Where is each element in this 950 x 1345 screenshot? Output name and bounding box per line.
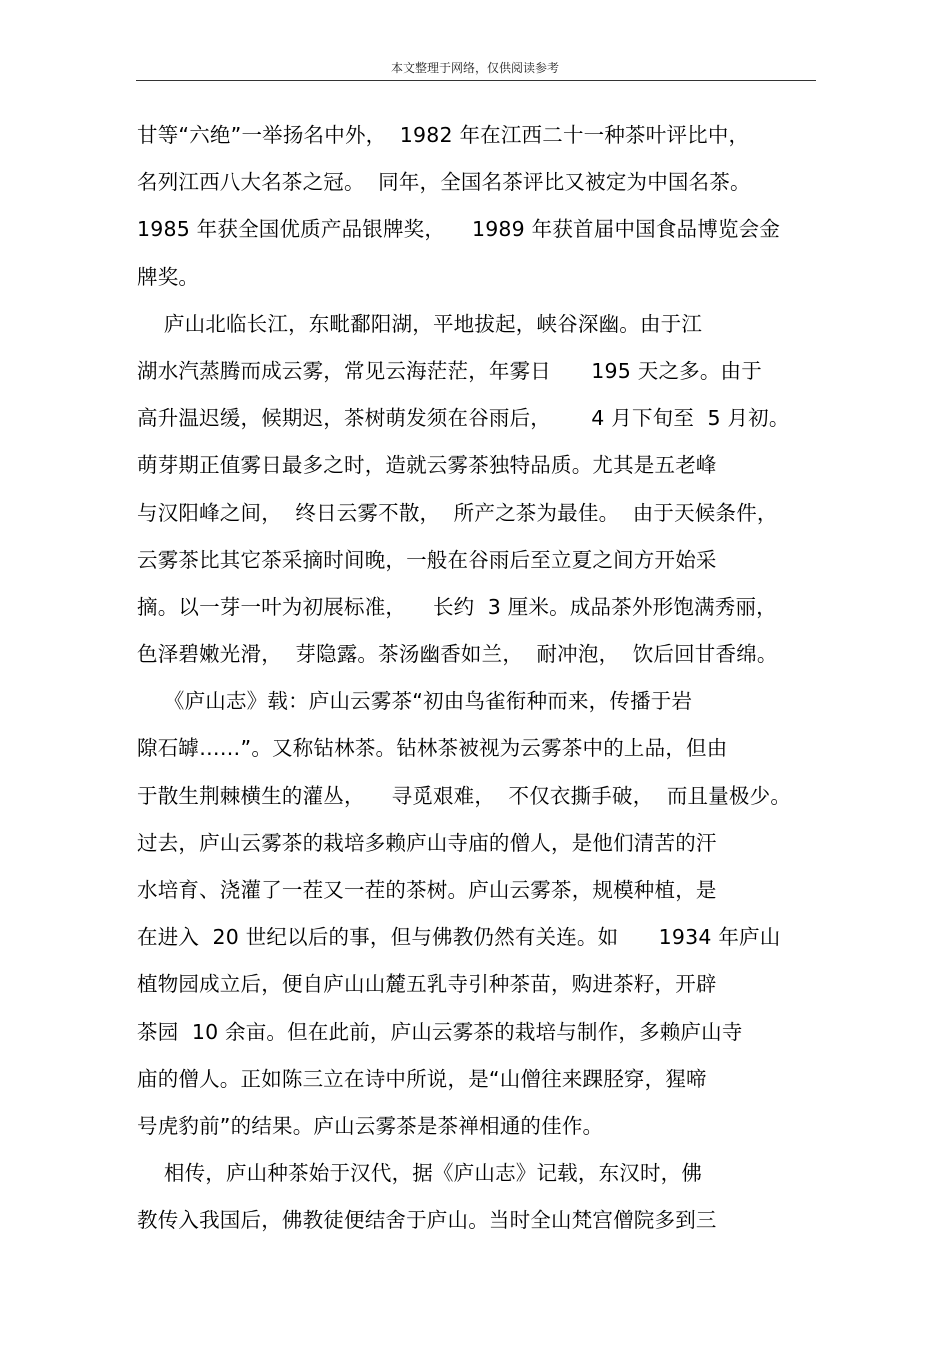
text-line: 甘等“六绝”一举扬名中外， 1982 年在江西二十一种茶叶评比中，	[137, 123, 750, 147]
text-line: 摘。以一芽一叶为初展标准， 长约 3 厘米。成品茶外形饱满秀丽，	[137, 594, 777, 619]
text-line: 过去，庐山云雾茶的栽培多赖庐山寺庙的僧人，是他们清苦的汗	[137, 830, 717, 855]
text-line: 色泽碧嫩光滑， 芽隐露。茶汤幽香如兰， 耐冲泡， 饮后回甘香绵。	[137, 642, 778, 667]
text-line: 云雾茶比其它茶采摘时间晚，一般在谷雨后至立夏之间方开始采	[137, 547, 717, 572]
text-line: 隙石罅……”。又称钻林茶。钻林茶被视为云雾茶中的上品，但由	[137, 736, 728, 761]
text-line: 相传，庐山种茶始于汉代，据《庐山志》记载，东汉时，佛	[137, 1161, 703, 1186]
text-line: 萌芽期正值雾日最多之时，造就云雾茶独特品质。尤其是五老峰	[137, 453, 717, 478]
text-line: 植物园成立后，便自庐山山麓五乳寺引种茶苗，购进茶籽，开辟	[137, 972, 717, 997]
text-line: 号虎豹前”的结果。庐山云雾茶是茶禅相通的佳作。	[137, 1113, 604, 1138]
page-header: 本文整理于网络，仅供阅读参考	[390, 61, 559, 75]
text-line: 水培育、浇灌了一茬又一茬的茶树。庐山云雾茶，规模种植，是	[137, 878, 717, 902]
text-line: 高升温迟缓，候期迟，茶树萌发须在谷雨后， 4 月下旬至 5 月初。	[137, 406, 790, 431]
text-line: 教传入我国后，佛教徒便结舍于庐山。当时全山梵宫僧院多到三	[137, 1208, 717, 1233]
text-line: 名列江西八大名茶之冠。 同年，全国名茶评比又被定为中国名茶。	[137, 170, 751, 195]
text-line: 湖水汽蒸腾而成云雾，常见云海茫茫，年雾日 195 天之多。由于	[137, 358, 762, 383]
text-line: 在进入 20 世纪以后的事，但与佛教仍然有关连。如 1934 年庐山	[137, 925, 781, 950]
text-line: 牌奖。	[137, 264, 200, 289]
text-line: 于散生荆棘横生的灌丛， 寻觅艰难， 不仅衣撕手破， 而且量极少。	[137, 783, 792, 808]
header-divider	[136, 80, 816, 81]
text-line: 庙的僧人。正如陈三立在诗中所说，是“山僧往来踝胫穿，猩啼	[137, 1066, 707, 1091]
text-line: 庐山北临长江，东毗鄱阳湖，平地拔起，峡谷深幽。由于江	[137, 311, 703, 336]
text-line: 1985 年获全国优质产品银牌奖， 1989 年获首届中国食品博览会金	[137, 217, 781, 242]
text-line: 与汉阳峰之间， 终日云雾不散， 所产之茶为最佳。 由于天候条件，	[137, 500, 778, 525]
document-body	[137, 112, 827, 1245]
text-line: 茶园 10 余亩。但在此前，庐山云雾茶的栽培与制作，多赖庐山寺	[137, 1019, 743, 1044]
text-line: 《庐山志》载：庐山云雾茶“初由鸟雀衔种而来，传播于岩	[137, 689, 693, 714]
